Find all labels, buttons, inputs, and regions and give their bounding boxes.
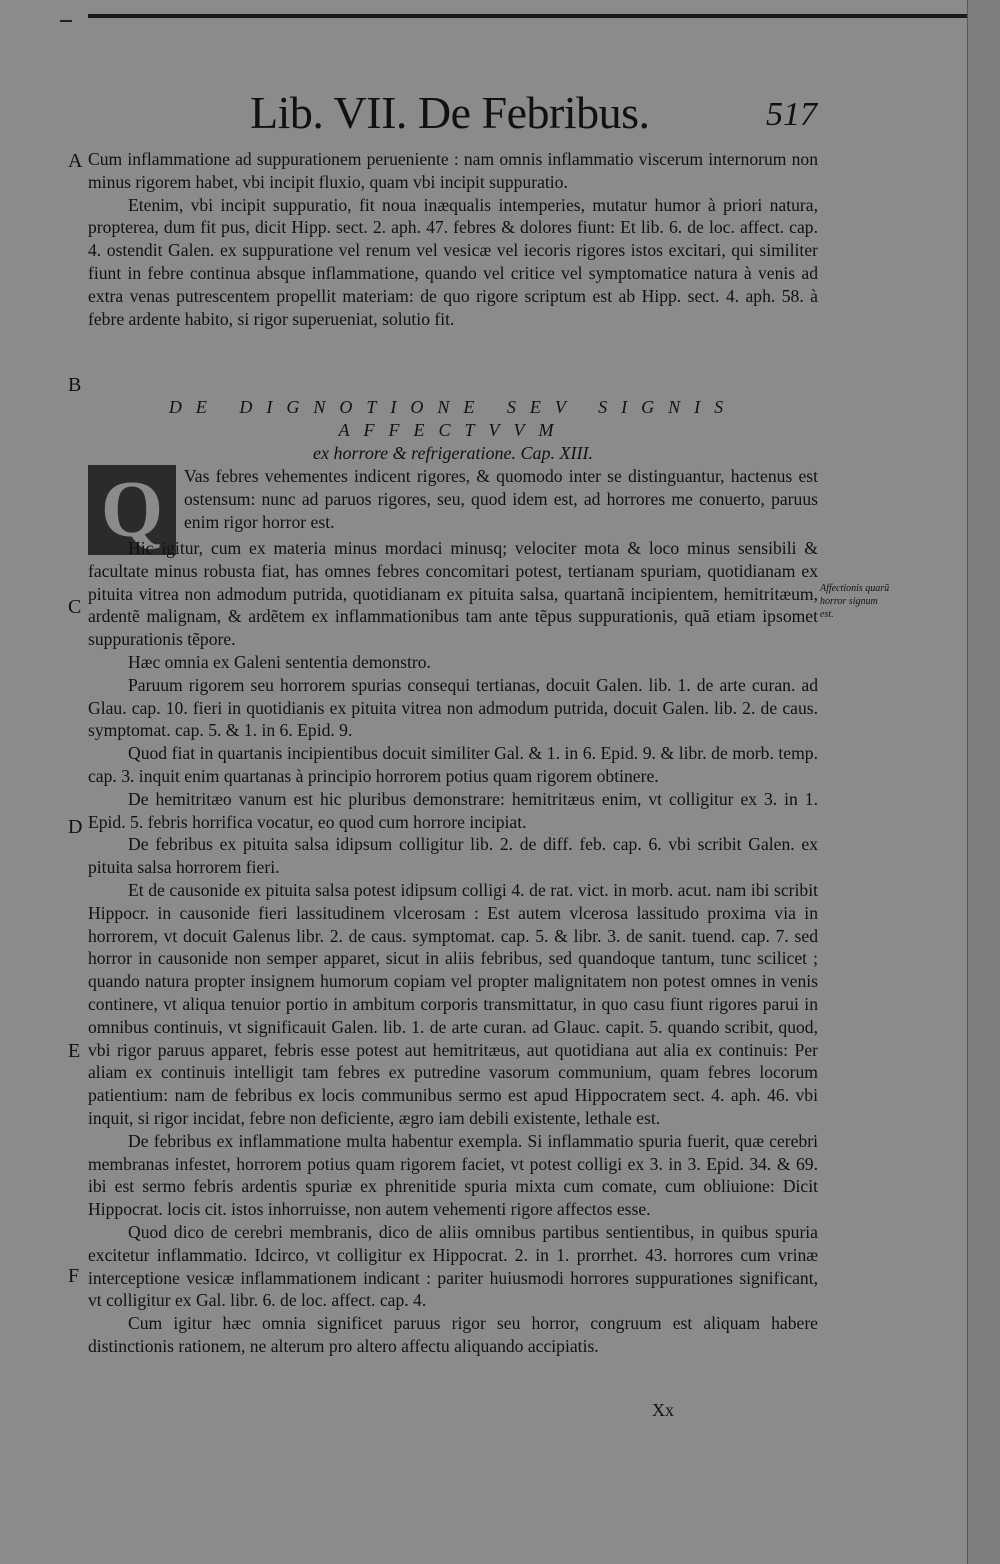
page-number: 517: [766, 96, 817, 133]
chapter-heading-line2: ex horrore & refrigeratione. Cap. XIII.: [313, 443, 593, 463]
paragraph: De hemitritæo vanum est hic pluribus demonstrare: hemitritæus enim, vt colligitur ex 3. in 1. Epid. 5. febris horrifica vocatur, eo quod cum horrore incipiat.: [88, 788, 818, 832]
paragraph: De febribus ex pituita salsa idipsum colligitur lib. 2. de diff. feb. cap. 6. vbi scribit Galen. ex pituita salsa horrorem fieri.: [88, 834, 818, 878]
paragraph: Cum igitur hæc omnia significet paruus rigor seu horror, congruum est aliquam habere distinctionis rationem, ne alterum pro altero affectu aliquando accipiatis.: [88, 1313, 818, 1356]
text-block-2: [88, 537, 818, 1358]
paragraph: Cum inflammatione ad suppurationem perueniente : nam omnis inflammatio viscerum internorum non minus rigorem habet, vbi incipit fluxio, quam vbi incipit suppuratio.: [88, 149, 818, 192]
paragraph: Paruum rigorem seu horrorem spurias consequi tertianas, docuit Galen. lib. 1. de arte curan. ad Glau. cap. 10. fieri in quotidianis ex pituita vitrea non admodum putrida, docuit Galen. lib. 2. de caus. symptomat. cap. 5. & 1. in 6. Epid. 9.: [88, 674, 818, 741]
page-edge: [967, 0, 1000, 1564]
marginal-note: Affectionis quarũ horror signum est.: [820, 583, 890, 620]
drop-cap-paragraph: Vas febres vehementes indicent rigores, & quomodo inter se distinguantur, hactenus est ostensum: nunc ad paruos rigores, seu, quod idem est, ad horrores me conuerto, paruus enim rigor horror est.: [184, 466, 818, 532]
top-rule: [88, 14, 968, 18]
margin-letter-d: D: [68, 816, 83, 838]
margin-letter-b: B: [68, 374, 82, 396]
text-block-1: [88, 148, 818, 330]
paragraph: Hic igitur, cum ex materia minus mordaci minusq; velociter mota & loco minus sensibili & facultate minus robusta fiat, has omnes febres concomitari potest, tertianam spuriam, quotidianam ex pituita vitrea non admodum putrida, quotidianam ex pituita salsa, quartanã incipientem, hemitritæum, ardentẽ malignam, & ardẽtem ex inflammationibus tam ante tẽpus suppurationis, quã etiam ipsomet suppurationis tẽpore.: [88, 538, 818, 650]
drop-cap-initial: Q: [88, 465, 176, 555]
running-title: Lib. VII. De Febribus.: [250, 87, 650, 138]
paragraph: Quod fiat in quartanis incipientibus docuit similiter Gal. & 1. in 6. Epid. 9. & libr. de morb. temp. cap. 3. inquit enim quartanas à principio horrorem potius quam rigorem obtinere.: [88, 743, 818, 786]
margin-letter-e: E: [68, 1040, 81, 1062]
chapter-heading: [88, 396, 818, 465]
top-dash: [60, 20, 72, 22]
paragraph: Etenim, vbi incipit suppuratio, fit noua inæqualis intemperies, mutatur humor à priori natura, propterea, dum fit pus, dicit Hipp. sect. 2. aph. 47. febres & dolores fiunt: Et lib. 6. de loc. affect. cap. 4. ostendit Galen. ex suppuratione vel renum vel vesicæ vel iecoris rigores istos excitari, qui similiter fiunt in febre continua absque inflammatione, quando vel critice vel symptomatice natura à venis ad extra venas putrescentem propellit materiam: de quo rigore scriptum est ab Hipp. sect. 4. aph. 58. à febre ardente habito, si rigor superueniat, solutio fit.: [88, 194, 818, 329]
paragraph: Et de causonide ex pituita salsa potest idipsum colligi 4. de rat. vict. in morb. acut. nam ibi scribit Hippocr. in causonide fieri lassitudinem vlcerosam : Est autem vlcerosa lassitudo proxima via in horrorem, vt docuit Galenus libr. 2. de caus. symptomat. cap. 5. & libr. 3. de sanit. tuend. cap. 7. sed horror in causonide non semper apparet, sicut in aliis febribus, sed quandoque tantum, tunc scilicet ; quando natura propter insignem humorum copiam vel propter malignitatem non potest omnes in venis continere, vt aliqua tenuior portio in ambitum corporis transmittatur, in quo casu fiunt rigores parui in omnibus continuis, vt significauit Galen. lib. 1. de arte curan. ad Glauc. capit. 5. quando scribit, quod, vbi rigor paruus apparet, febris esse potest aut hemitritæus, aut quotidiana aut alia ex continuis: Per aliam ex continuis intelligit tam febres ex putredine vasorum communium, quam febres locorum patientium: nam de febribus ex locis communibus sermo est apud Hippocratem sect. 4. aph. 46. vbi inquit, si rigor incidat, febre non deficiente, ægro iam debili existente, lethale est.: [88, 879, 818, 1128]
margin-letter-a: A: [68, 150, 83, 172]
chapter-heading-line1: DE DIGNOTIONE SEV SIGNIS AFFECTVVM: [168, 397, 738, 440]
signature-mark: Xx: [652, 1400, 674, 1420]
margin-letter-c: C: [68, 596, 82, 618]
paragraph: Quod dico de cerebri membranis, dico de aliis omnibus partibus sentientibus, in quibus spuria excitetur inflammatio. Idcirco, vt colligitur ex Hippocrat. 2. in 1. prorrhet. 43. horrores cum vrinæ interceptione vesicæ inflammationem indicant : pariter huiusmodi horrores suppurationes significant, vt colligitur ex Gal. libr. 6. de loc. affect. cap. 4.: [88, 1221, 818, 1311]
paragraph: De febribus ex inflammatione multa habentur exempla. Si inflammatio spuria fuerit, quæ cerebri membranas infestet, horrorem potius quam rigorem faciet, vt potest colligi ex 3. in 3. Epid. 34. & 69. ibi est sermo febris ardentis spuriæ ex phrenitide spuria mixta cum comate, cum obliuione: Dicit Hippocrat. locis cit. istos inhorruisse, non autem vehementi rigore affectos esse.: [88, 1130, 818, 1220]
margin-letter-f: F: [68, 1265, 80, 1287]
paragraph: Hæc omnia ex Galeni sententia demonstro.: [128, 651, 431, 672]
